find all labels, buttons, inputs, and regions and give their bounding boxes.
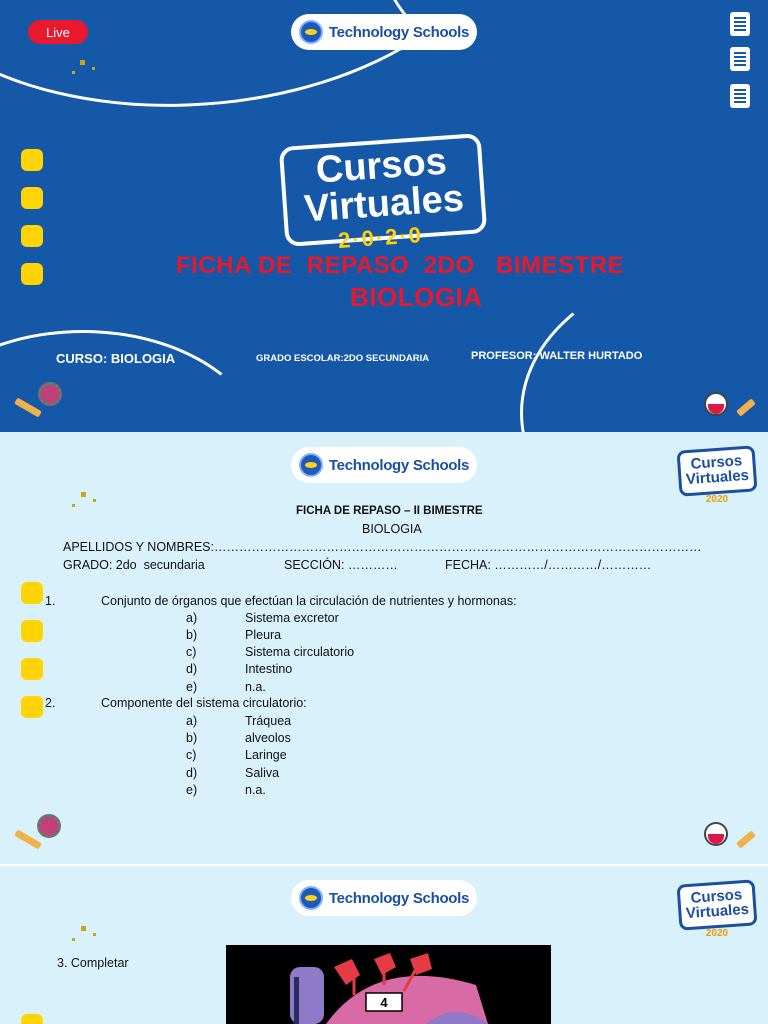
confetti-dot — [93, 933, 96, 936]
side-nav-button-1[interactable] — [21, 582, 43, 604]
side-nav-button-2[interactable] — [21, 187, 43, 209]
document-icon — [730, 47, 750, 71]
decorative-curve — [0, 330, 266, 432]
live-badge[interactable] — [28, 20, 88, 44]
option-text: Saliva — [245, 766, 280, 780]
side-nav-button-1[interactable] — [21, 149, 43, 171]
question-text: Componente del sistema circulatorio: — [101, 696, 307, 710]
option-letter: d) — [186, 766, 198, 780]
cover-subtitle: BIOLOGIA — [350, 282, 483, 312]
slide-cover — [0, 0, 768, 432]
diagram-label-4: 4 — [380, 995, 388, 1010]
brand-logo — [291, 880, 477, 916]
badge-frame — [676, 445, 757, 496]
decorative-curve — [520, 260, 768, 432]
badge-year: 2020 — [705, 494, 729, 505]
confetti-dot — [81, 926, 86, 931]
document-icon — [730, 12, 750, 36]
option-text: n.a. — [245, 783, 266, 797]
confetti-dot — [80, 60, 85, 65]
option-letter: d) — [186, 662, 198, 676]
artery-branch — [334, 959, 360, 985]
option-letter: e) — [186, 783, 198, 797]
confetti-dot — [81, 492, 86, 497]
student-name-field: APELLIDOS Y NOMBRES:……………………………………………………………………………………………………… — [63, 540, 702, 554]
badge-frame — [676, 879, 757, 930]
option-letter: e) — [186, 680, 198, 694]
option-text: alveolos — [245, 731, 291, 745]
question-number: 2. — [45, 696, 56, 710]
grade-label: GRADO ESCOLAR:2DO SECUNDARIA — [256, 353, 430, 364]
grade-field: GRADO: 2do secundaria — [63, 558, 205, 572]
option-text: Intestino — [245, 662, 293, 676]
option-text: Pleura — [245, 628, 282, 642]
question-number: 1. — [45, 594, 56, 608]
flask-icon — [704, 392, 728, 416]
question-text: Conjunto de órganos que efectúan la circulación de nutrientes y hormonas: — [101, 594, 517, 608]
option-letter: b) — [186, 628, 198, 642]
option-letter: c) — [186, 645, 197, 659]
heart-diagram — [226, 945, 551, 1024]
side-nav-button-4[interactable] — [21, 696, 43, 718]
badge-line1: Cursos — [690, 886, 743, 907]
side-nav-button-1[interactable] — [21, 1014, 43, 1024]
pencil-icon — [736, 830, 756, 848]
confetti-dot — [72, 938, 75, 941]
confetti-dot — [92, 67, 95, 70]
option-text: Sistema circulatorio — [245, 645, 355, 659]
option-letter: b) — [186, 731, 198, 745]
date-field: FECHA: …………/…………/………… — [445, 558, 652, 572]
cover-title: FICHA DE REPASO 2DO BIMESTRE — [176, 252, 625, 279]
brand-name: Technology Schools — [328, 23, 470, 41]
heart-diagram-svg — [226, 945, 551, 1024]
document-icon — [730, 84, 750, 108]
brand-name: Technology Schools — [328, 456, 470, 474]
virus-icon — [38, 382, 62, 406]
section-field: SECCIÓN: ………… — [284, 558, 398, 572]
confetti-dot — [93, 499, 96, 502]
badge-line2: Virtuales — [685, 466, 750, 489]
worksheet-subtitle: BIOLOGIA — [362, 522, 422, 536]
confetti-dot — [72, 71, 75, 74]
side-nav-button-3[interactable] — [21, 658, 43, 680]
cursos-virtuales-line1: Cursos — [314, 140, 449, 192]
cursos-virtuales-year: 2·0·2·0 — [337, 222, 424, 253]
live-label: Live — [46, 24, 70, 40]
question-3-label: 3. Completar — [57, 956, 129, 970]
side-nav-button-3[interactable] — [21, 225, 43, 247]
slide-worksheet — [0, 432, 768, 864]
teacher-label: PROFESOR: WALTER HURTADO — [471, 350, 643, 362]
brand-name: Technology Schools — [328, 889, 470, 907]
brand-logo — [291, 447, 477, 483]
globe-icon — [299, 453, 323, 477]
option-text: n.a. — [245, 680, 266, 694]
course-label: CURSO: BIOLOGIA — [56, 351, 176, 366]
option-text: Sistema excretor — [245, 611, 339, 625]
option-text: Tráquea — [245, 714, 292, 728]
confetti-dot — [72, 504, 75, 507]
side-nav-button-4[interactable] — [21, 263, 43, 285]
pencil-icon — [14, 829, 42, 849]
badge-line1: Cursos — [690, 452, 743, 473]
option-letter: a) — [186, 714, 198, 728]
vein-highlight — [294, 977, 299, 1024]
cursos-virtuales-badge — [678, 882, 756, 938]
option-letter: a) — [186, 611, 198, 625]
flask-icon — [704, 822, 728, 846]
option-letter: c) — [186, 748, 197, 762]
badge-year: 2020 — [705, 928, 729, 939]
worksheet-title: FICHA DE REPASO – II BIMESTRE — [296, 505, 483, 517]
badge-line2: Virtuales — [685, 900, 750, 923]
cursos-virtuales-line2: Virtuales — [302, 177, 466, 231]
globe-icon — [299, 886, 323, 910]
option-text: Laringe — [245, 748, 287, 762]
virus-icon — [37, 814, 61, 838]
brand-logo — [291, 14, 477, 50]
cursos-virtuales-badge — [678, 448, 756, 504]
side-nav-button-2[interactable] — [21, 620, 43, 642]
globe-icon — [299, 20, 323, 44]
